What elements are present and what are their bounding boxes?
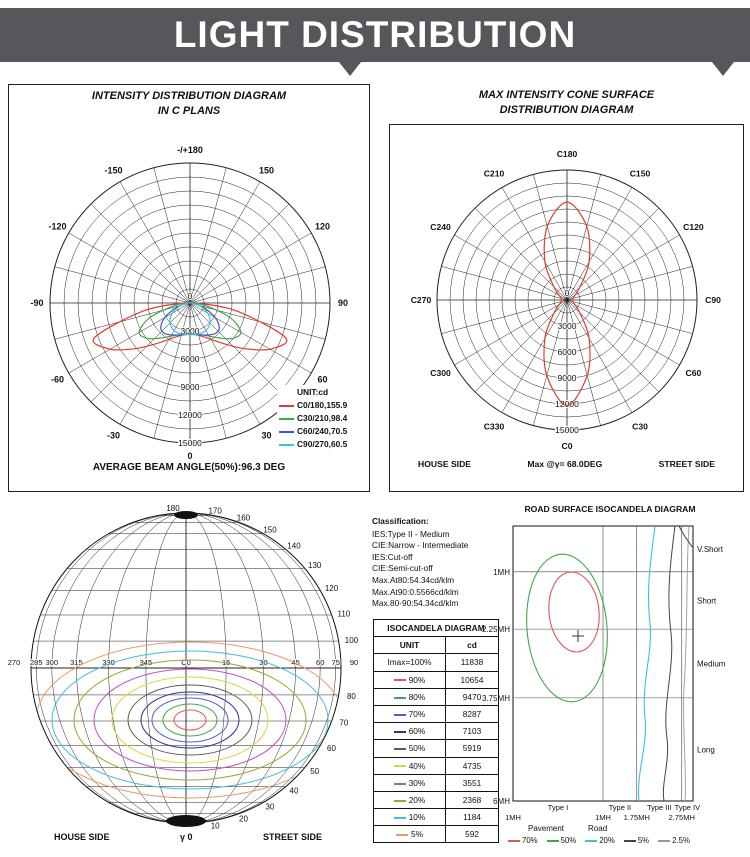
level-color-swatch — [508, 840, 520, 842]
series-label: C90/270,60.5 — [297, 439, 348, 449]
level-label: 5% — [411, 829, 423, 840]
panel-title-line2: DISTRIBUTION DIAGRAM — [499, 104, 634, 116]
chart-label: 120 — [314, 221, 331, 232]
level-label: 60% — [408, 726, 426, 737]
road-legend-entry — [585, 836, 615, 845]
level-color-swatch — [394, 783, 406, 785]
series-color-swatch — [279, 418, 294, 420]
level-cd-value: 10654 — [446, 671, 499, 688]
level-label: 90% — [408, 674, 426, 685]
chart-label: 1MH — [493, 567, 510, 577]
level-color-swatch — [394, 714, 406, 716]
road-contour-corner — [679, 526, 693, 548]
chart-label: Short — [697, 596, 717, 606]
chart-label: 40 — [289, 786, 299, 796]
cone-distribution-panel — [389, 124, 744, 492]
top-pole-cap — [174, 511, 198, 519]
legend-entry — [279, 425, 367, 438]
classification-line: IES:Cut-off — [372, 551, 413, 562]
chart-label: 130 — [308, 561, 322, 571]
road-diagram-title: ROAD SURFACE ISOCANDELA DIAGRAM — [524, 504, 696, 514]
chart-label: 15000 — [555, 425, 579, 435]
iso-contour-90% — [174, 710, 206, 730]
chart-label: 6MH — [493, 797, 510, 806]
chart-label: 150 — [258, 165, 275, 176]
chart-label: 90 — [337, 298, 349, 308]
classification-heading: Classification: — [372, 516, 429, 526]
chart-label: C60 — [685, 368, 702, 378]
chart-label: C180 — [556, 149, 578, 159]
isocandela-table-title: ISOCANDELA DIAGRAM — [374, 620, 499, 637]
chart-label: C270 — [410, 295, 432, 305]
chart-label: -30 — [106, 430, 121, 441]
level-label: 20% — [408, 794, 426, 805]
chart-label: 1.75MH — [623, 813, 650, 822]
chart-label: -60 — [50, 374, 65, 385]
legend-pavement-label: Pavement — [528, 824, 565, 833]
road-contour-70 — [545, 570, 603, 655]
max-gamma-label: Max @γ= 68.0DEG — [527, 459, 603, 469]
legend-road-label: Road — [588, 824, 608, 833]
level-cell — [374, 809, 446, 826]
street-side-label: STREET SIDE — [658, 459, 715, 469]
level-cd-value: 2368 — [446, 791, 499, 808]
chart-label: 3000 — [180, 326, 200, 336]
chart-label: C90 — [705, 295, 721, 305]
level-cell — [374, 705, 446, 722]
road-contour-5 — [663, 526, 675, 801]
house-side-label: HOUSE SIDE — [418, 459, 472, 469]
chart-label: 100 — [344, 636, 359, 646]
level-color-swatch — [394, 679, 406, 681]
series-label: C0/180,155.9 — [297, 400, 348, 410]
chart-label: C300 — [430, 368, 451, 378]
chart-label: Type I — [547, 803, 569, 812]
level-color-swatch — [658, 840, 670, 842]
classification-line: Max.At80:54.34cd/klm — [372, 574, 455, 585]
level-label: 5% — [637, 836, 650, 845]
iso-contour-40% — [112, 677, 268, 763]
road-surface-chart — [470, 518, 750, 824]
classification-line: IES:Type II - Medium — [372, 528, 450, 539]
level-label: 70% — [408, 709, 426, 720]
level-cell — [374, 826, 446, 843]
c-planes-panel-title — [9, 89, 369, 119]
chart-label: 60 — [316, 658, 325, 667]
chart-label: 6000 — [180, 354, 200, 364]
chart-label: 9000 — [557, 373, 577, 383]
road-contour-2-5 — [684, 526, 689, 801]
chart-label: 2.25MH — [481, 625, 510, 635]
iso-contour-80% — [163, 704, 217, 736]
chart-label: 1MH — [595, 813, 611, 822]
chart-label: 15000 — [178, 438, 202, 448]
chart-label: Long — [697, 745, 715, 755]
chart-label: 90 — [349, 658, 359, 667]
chart-label: C30 — [632, 421, 648, 432]
chart-label: C0 — [181, 658, 191, 667]
unit-label: UNIT:cd — [297, 387, 329, 397]
cone-polar-chart — [390, 125, 745, 493]
level-color-swatch — [394, 748, 406, 750]
level-label: 80% — [408, 691, 426, 702]
road-legend — [470, 824, 750, 845]
road-legend-entry — [658, 836, 690, 845]
chart-label: -150 — [104, 165, 123, 176]
level-cd-value: 11838 — [446, 654, 499, 671]
chart-label: C240 — [430, 222, 451, 232]
classification-line: Max.80-90:54.34cd/klm — [372, 598, 459, 609]
banner-fold-icon — [712, 62, 734, 76]
chart-label: 110 — [337, 609, 351, 619]
chart-label: 15 — [221, 658, 231, 667]
chart-label: 70 — [339, 718, 349, 728]
iso-contour-30% — [94, 669, 286, 771]
chart-label: 315 — [70, 658, 83, 667]
road-contour-20 — [639, 526, 655, 801]
level-label: 2.5% — [672, 836, 690, 845]
chart-label: 50 — [310, 766, 320, 776]
beam-center-marker — [572, 630, 584, 642]
chart-label: 60 — [317, 374, 328, 385]
level-label: 30% — [408, 777, 426, 788]
level-color-swatch — [394, 817, 406, 819]
series-label: C30/210,98.4 — [297, 413, 348, 423]
level-cell — [374, 723, 446, 740]
panel-title-line1: MAX INTENSITY CONE SURFACE — [478, 89, 655, 101]
bottom-pole-cap — [166, 815, 206, 827]
chart-label: 12000 — [555, 399, 579, 409]
chart-label: Medium — [697, 659, 726, 669]
classification-line: Max.At90:0.5566cd/klm — [372, 586, 459, 597]
level-label: 20% — [599, 836, 615, 845]
sphere-axis-labels — [8, 832, 368, 842]
panel-title-line1: INTENSITY DISTRIBUTION DIAGRAM — [91, 90, 287, 102]
chart-label: 20 — [239, 814, 248, 824]
col-header-unit: UNIT — [374, 637, 446, 654]
chart-label: 30 — [259, 658, 268, 667]
iso-contour-50% — [128, 685, 252, 755]
gamma-zero-label: γ 0 — [179, 832, 193, 842]
level-cd-value: 9470 — [446, 688, 499, 705]
intensity-distribution-panel — [8, 84, 370, 492]
chart-label: 6000 — [557, 347, 577, 357]
road-legend-entry — [547, 836, 577, 845]
level-cd-value: 592 — [446, 826, 499, 843]
road-contour-50 — [521, 551, 614, 705]
legend-entry — [279, 399, 367, 412]
road-legend-entry — [624, 836, 649, 845]
chart-label: Type IV — [674, 803, 701, 812]
chart-label: 270 — [8, 658, 21, 667]
chart-label: 10 — [210, 821, 220, 831]
level-color-swatch — [394, 800, 406, 802]
chart-label: 3000 — [557, 321, 577, 331]
level-cd-value: 3551 — [446, 774, 499, 791]
chart-label: Type III — [646, 803, 672, 812]
chart-label: 0 — [564, 288, 570, 298]
col-header-cd: cd — [446, 637, 499, 654]
level-color-swatch — [394, 765, 406, 767]
iso-contour-60% — [141, 692, 239, 748]
cone-panel-title — [389, 88, 744, 118]
chart-label: V.Short — [697, 544, 723, 554]
level-cd-value: 5919 — [446, 740, 499, 757]
legend-entry — [279, 412, 367, 425]
series-color-swatch — [279, 431, 294, 433]
street-side-label: STREET SIDE — [262, 832, 322, 842]
chart-label: 0 — [187, 451, 193, 461]
chart-label: 80 — [346, 691, 356, 701]
level-cell — [374, 774, 446, 791]
chart-label: 120 — [324, 584, 339, 593]
chart-label: C150 — [629, 168, 651, 179]
level-color-swatch — [394, 731, 406, 733]
chart-label: C0 — [561, 441, 573, 451]
level-color-swatch — [394, 697, 406, 699]
chart-label: 9000 — [180, 382, 200, 392]
road-legend-items — [470, 836, 750, 845]
chart-label: 0 — [187, 291, 193, 301]
chart-label: 300 — [45, 658, 59, 667]
level-label: 40% — [408, 760, 426, 771]
chart-label: 75 — [331, 658, 340, 667]
chart-label: 30 — [261, 430, 272, 441]
chart-label: Type II — [608, 803, 632, 812]
cone-axis-labels — [390, 459, 743, 469]
chart-label: 180 — [166, 504, 180, 513]
polar-grid — [437, 170, 697, 430]
chart-label: 30 — [265, 802, 275, 812]
classification-line: CIE:Narrow - Intermediate — [372, 540, 469, 551]
level-color-swatch — [396, 834, 408, 836]
level-cd-value: 1184 — [446, 809, 499, 826]
page-title: LIGHT DISTRIBUTION — [173, 14, 577, 55]
road-axis-labels — [482, 545, 726, 822]
level-label: 70% — [522, 836, 538, 845]
level-color-swatch — [547, 840, 559, 842]
level-cell — [374, 757, 446, 774]
series-color-swatch — [279, 444, 294, 446]
chart-label: 12000 — [178, 410, 202, 420]
series-label: C60/240,70.5 — [297, 426, 348, 436]
iso-contour-10% — [52, 651, 328, 789]
chart-label: 345 — [139, 658, 153, 667]
isocandela-sphere-chart — [8, 500, 368, 832]
chart-label: 140 — [287, 541, 301, 551]
level-label: 10% — [408, 812, 426, 823]
sphere-grid — [31, 513, 341, 823]
chart-label: -/+180 — [177, 145, 203, 155]
house-side-label: HOUSE SIDE — [54, 832, 110, 842]
average-beam-angle-label: AVERAGE BEAM ANGLE(50%):96.3 DEG — [92, 462, 286, 473]
level-color-swatch — [624, 840, 636, 842]
chart-label: 45 — [291, 658, 300, 667]
chart-label: -90 — [30, 298, 44, 308]
chart-label: 285 — [30, 658, 43, 667]
level-label: 50% — [560, 836, 577, 845]
level-cd-value: 4735 — [446, 757, 499, 774]
chart-label: 3.75MH — [481, 693, 510, 703]
chart-label: 60 — [327, 744, 336, 753]
level-cell — [374, 740, 446, 757]
chart-label: C120 — [683, 222, 704, 232]
level-cell — [374, 791, 446, 808]
level-color-swatch — [585, 840, 597, 842]
banner — [0, 8, 750, 62]
chart-label: -120 — [48, 221, 67, 232]
chart-label: 2.75MH — [668, 813, 695, 822]
panel-title-line2: IN C PLANS — [157, 105, 221, 117]
level-cd-value: 8287 — [446, 705, 499, 722]
road-contours — [521, 526, 693, 801]
chart-label: 330 — [102, 658, 115, 667]
chart-label: 150 — [263, 525, 277, 535]
sphere-labels — [8, 504, 359, 831]
classification-line: CIE:Semi-cut-off — [372, 563, 433, 574]
series-color-swatch — [279, 405, 294, 407]
banner-fold-icon — [339, 62, 361, 76]
level-label: 50% — [408, 743, 426, 754]
chart-label: C210 — [483, 168, 505, 179]
chart-label: 170 — [208, 506, 222, 516]
level-cell — [374, 688, 446, 705]
legend-entry — [279, 438, 367, 451]
chart-label: 1MH — [505, 813, 521, 822]
road-legend-entry — [508, 836, 538, 845]
chart-label: 160 — [236, 513, 251, 523]
chart-label: C330 — [483, 421, 505, 432]
c-planes-legend — [277, 385, 369, 452]
road-legend-header — [470, 824, 750, 833]
level-cell — [374, 654, 446, 671]
level-label: Imax=100% — [387, 657, 432, 668]
level-cell — [374, 671, 446, 688]
level-cd-value: 7103 — [446, 723, 499, 740]
